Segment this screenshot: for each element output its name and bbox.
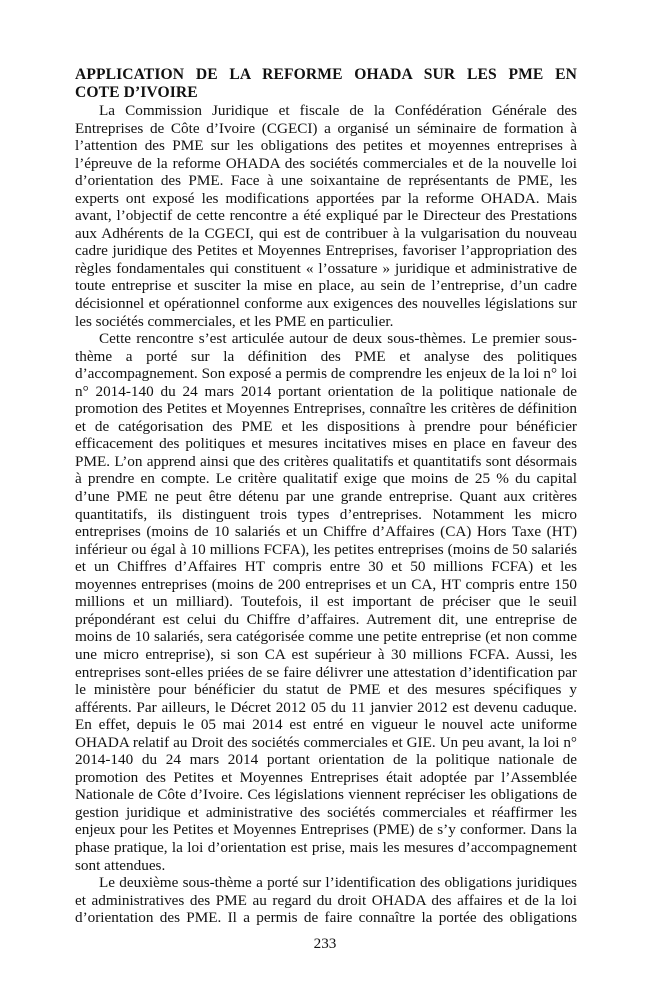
paragraph-2: Cette rencontre s’est articulée autour de deux sous-thèmes. Le premier sous-thème a porté sur la définition des PME et analyse des politiques d’accompagnement. Son exposé a permis de comprendre les enjeux de la loi n° loi n° 2014-140 du 24 mars 2014 portant orientation de la politique nationale de promotion des Petites et Moyennes Entreprises, connaître les critères de définition et de catégorisation des PME et les dispositions à prendre pour bénéficier efficacement des politiques et mesures incitatives mises en place en faveur des PME. L’on apprend ainsi que des critères qualitatifs et quantitatifs sont désormais à prendre en compte. Le critère qualitatif exige que moins de 25 % du capital d’une PME ne peut être détenu par une grande entreprise. Quant aux critères quantitatifs, ils distinguent trois types d’entreprises. Notamment les micro entreprises (moins de 10 salariés et un Chiffre d’Affaires (CA) Hors Taxe (HT) inférieur ou égal à 10 millions FCFA), les petites entreprises (moins de 50 salariés et un Chiffres d’Affaires HT compris entre 30 et 50 millions FCFA) et les moyennes entreprises (moins de 200 entreprises et un CA, HT compris entre 150 millions et un milliard). Toutefois, il est important de préciser que le seuil prépondérant est celui du Chiffre d’affaires. Autrement dit, une entreprise de moins de 10 salariés, sera catégorisée comme une petite entreprise (et non comme une micro entreprise), si son CA est supérieur à 30 millions FCFA. Aussi, les entreprises sont-elles priées de se faire délivrer une attestation d’identification par le ministère pour bénéficier du statut de PME et des mesures spécifiques y afférents. Par ailleurs, le Décret 2012 05 du 11 janvier 2012 est devenu caduque. En effet, depuis le 05 mai 2014 est entré en vigueur le nouvel acte uniforme OHADA relatif au Droit des sociétés commerciales et GIE. Un peu avant, la loi n° 2014-140 du 24 mars 2014 portant orientation de la politique nationale de promotion des Petites et Moyennes Entreprises était adoptée par l’Assemblée Nationale de Côte d’Ivoire. Ces législations viennent repréciser les obligations de gestion juridique et administrative des sociétés commerciales et réaffirmer les enjeux pour les Petites et Moyennes Entreprises (PME) de s’y conformer. Dans la phase pratique, la loi d’orientation est prise, mais les mesures d’accompagnement sont attendues. (75, 330, 577, 874)
paragraph-1: La Commission Juridique et fiscale de la Confédération Générale des Entreprises de Côte d’Ivoire (CGECI) a organisé un séminaire de formation à l’attention des PME sur les obligations des petites et moyennes entreprises à l’épreuve de la reforme OHADA des sociétés commerciales et de la nouvelle loi d’orientation des PME. Face à une soixantaine de représentants de PME, les experts ont exposé les modifications apportées par la reforme OHADA. Mais avant, l’objectif de cette rencontre a été expliqué par le Directeur des Prestations aux Adhérents de la CGECI, qui est de contribuer à la vulgarisation du nouveau cadre juridique des Petites et Moyennes Entreprises, favoriser l’appropriation des règles fondamentales qui constituent « l’ossature » juridique et administrative de toute entreprise et susciter la mise en place, au sein de l’entreprise, d’un cadre décisionnel et opérationnel conforme aux exigences des nouvelles législations sur les sociétés commerciales, et les PME en particulier. (75, 102, 577, 330)
title-line-1: APPLICATION DE LA REFORME OHADA SUR LES PME EN (75, 66, 577, 83)
paragraph-3: Le deuxième sous-thème a porté sur l’identification des obligations juridiques et administratives des PME au regard du droit OHADA des affaires et de la loi d’orientation des PME. Il a permis de faire connaître la portée des obligations (75, 874, 577, 927)
title-line-2: COTE D’IVOIRE (75, 84, 198, 101)
page-number: 233 (313, 935, 337, 952)
document-page (75, 66, 577, 927)
article-title (75, 66, 577, 102)
